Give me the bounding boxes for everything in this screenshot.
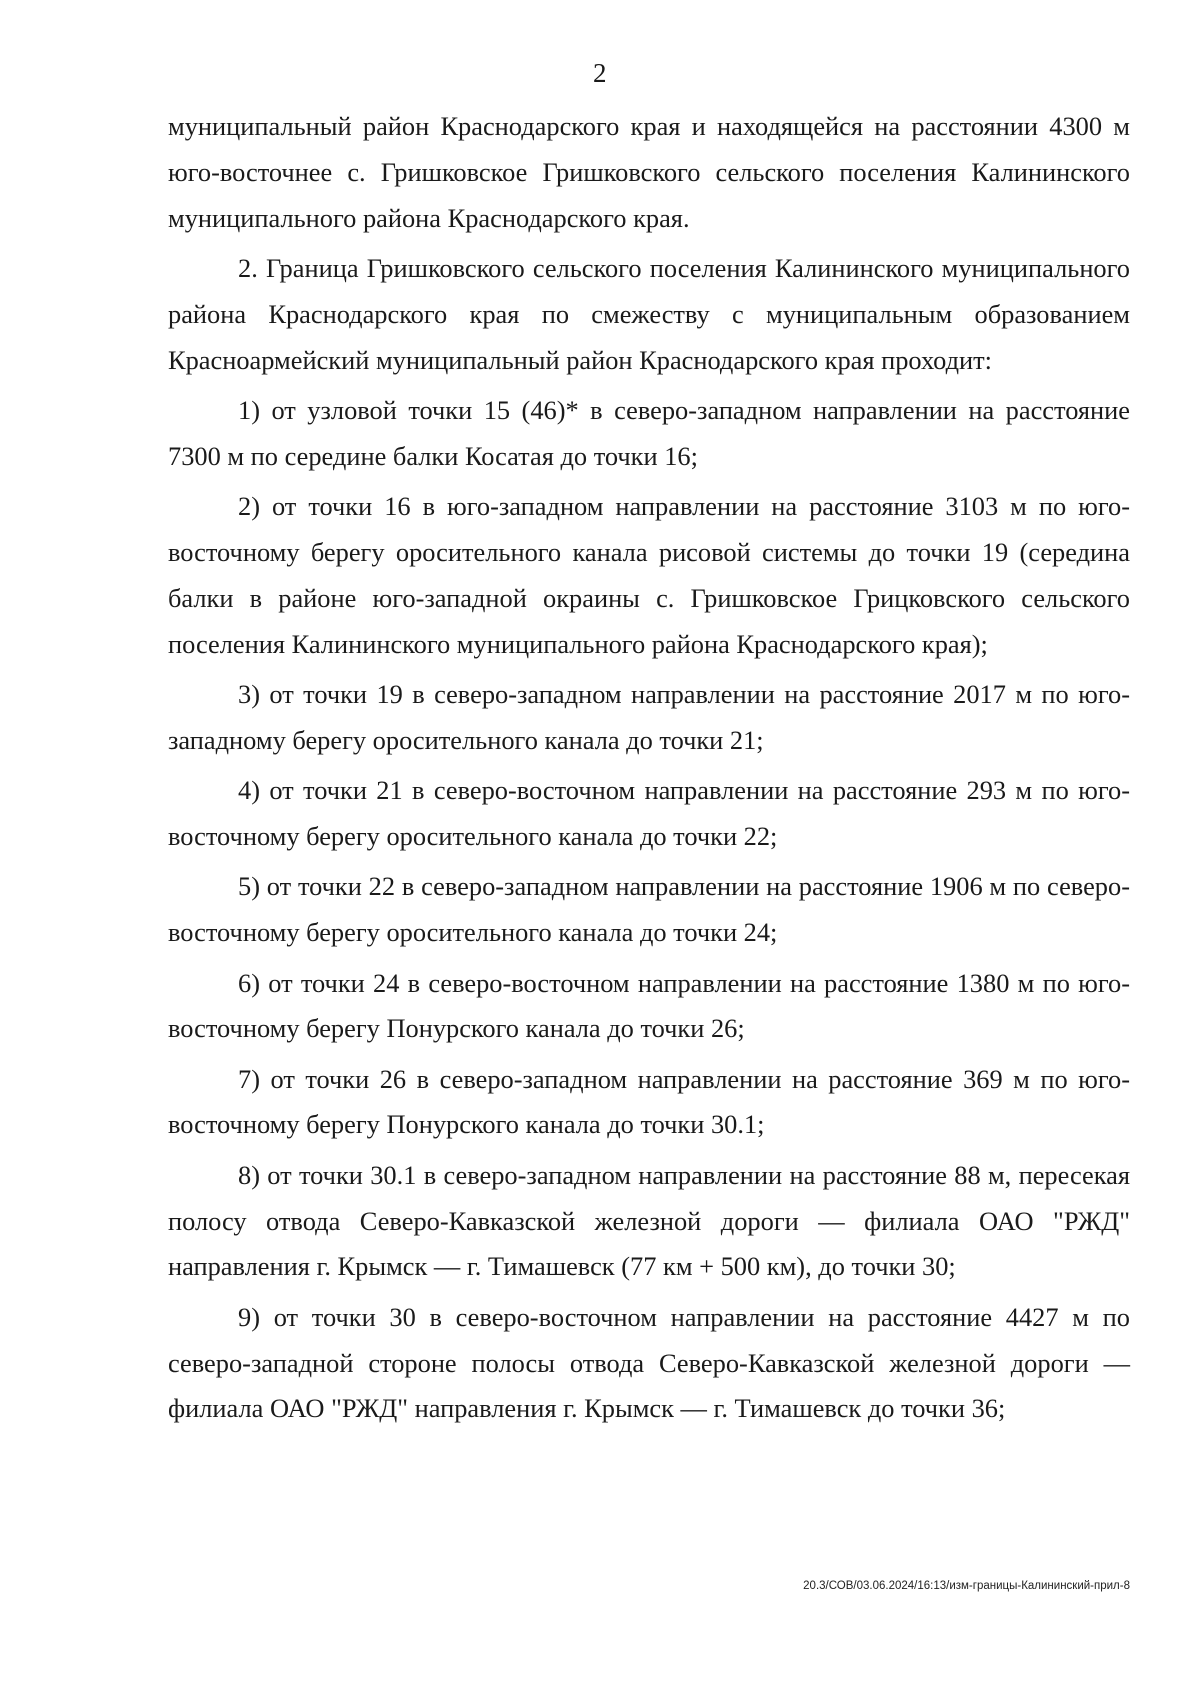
list-item-5: 5) от точки 22 в северо-западном направлении на расстояние 1906 м по северо-восточному берегу оросительного канала до точки 24; bbox=[168, 871, 1130, 948]
paragraph-continuation: муниципальный район Краснодарского края и находящейся на расстоянии 4300 м юго-восточнее с. Гришковское Гришковского сельского поселения Калининского муниципального района Краснодарского края. bbox=[168, 111, 1130, 233]
list-item-2: 2) от точки 16 в юго-западном направлении на расстояние 3103 м по юго-восточному берегу оросительного канала рисовой системы до точки 19 (середина балки в районе юго-западной окраины с. Гришковское Грицковского сельского поселения Калининского муниципального района Краснодарского края); bbox=[168, 491, 1130, 659]
list-item-4: 4) от точки 21 в северо-восточном направлении на расстояние 293 м по юго-восточному берегу оросительного канала до точки 22; bbox=[168, 775, 1130, 851]
list-item-9: 9) от точки 30 в северо-восточном направлении на расстояние 4427 м по северо-западной стороне полосы отвода Северо-Кавказской железной дороги — филиала ОАО "РЖД" направления г. Крымск — г. Тимашевск до точки 36; bbox=[168, 1301, 1130, 1424]
list-item-6: 6) от точки 24 в северо-восточном направлении на расстояние 1380 м по юго-восточному берегу Понурского канала до точки 26; bbox=[168, 967, 1130, 1044]
page-number: 2 bbox=[593, 58, 607, 88]
paragraph-section-2: 2. Граница Гришковского сельского поселения Калининского муниципального района Краснодарского края по смежеству с муниципальным образованием Красноармейский муниципальный район Краснодарского края проходит: bbox=[168, 252, 1130, 375]
list-item-7: 7) от точки 26 в северо-западном направлении на расстояние 369 м по юго-восточному берегу Понурского канала до точки 30.1; bbox=[168, 1063, 1130, 1140]
document-footer-code: 20.3/СОВ/03.06.2024/16:13/изм-границы-Калининский-прил-8 bbox=[803, 1580, 1130, 1592]
list-item-8: 8) от точки 30.1 в северо-западном направлении на расстояние 88 м, пересекая полосу отвода Северо-Кавказской железной дороги — филиала ОАО "РЖД" направления г. Крымск — г. Тимашевск (77 км + 500 км), до точки 30; bbox=[168, 1159, 1130, 1282]
list-item-3: 3) от точки 19 в северо-западном направлении на расстояние 2017 м по юго-западному берегу оросительного канала до точки 21; bbox=[168, 678, 1130, 755]
list-item-1: 1) от узловой точки 15 (46)* в северо-западном направлении на расстояние 7300 м по середине балки Косатая до точки 16; bbox=[168, 394, 1130, 471]
document-body bbox=[168, 104, 1130, 1437]
